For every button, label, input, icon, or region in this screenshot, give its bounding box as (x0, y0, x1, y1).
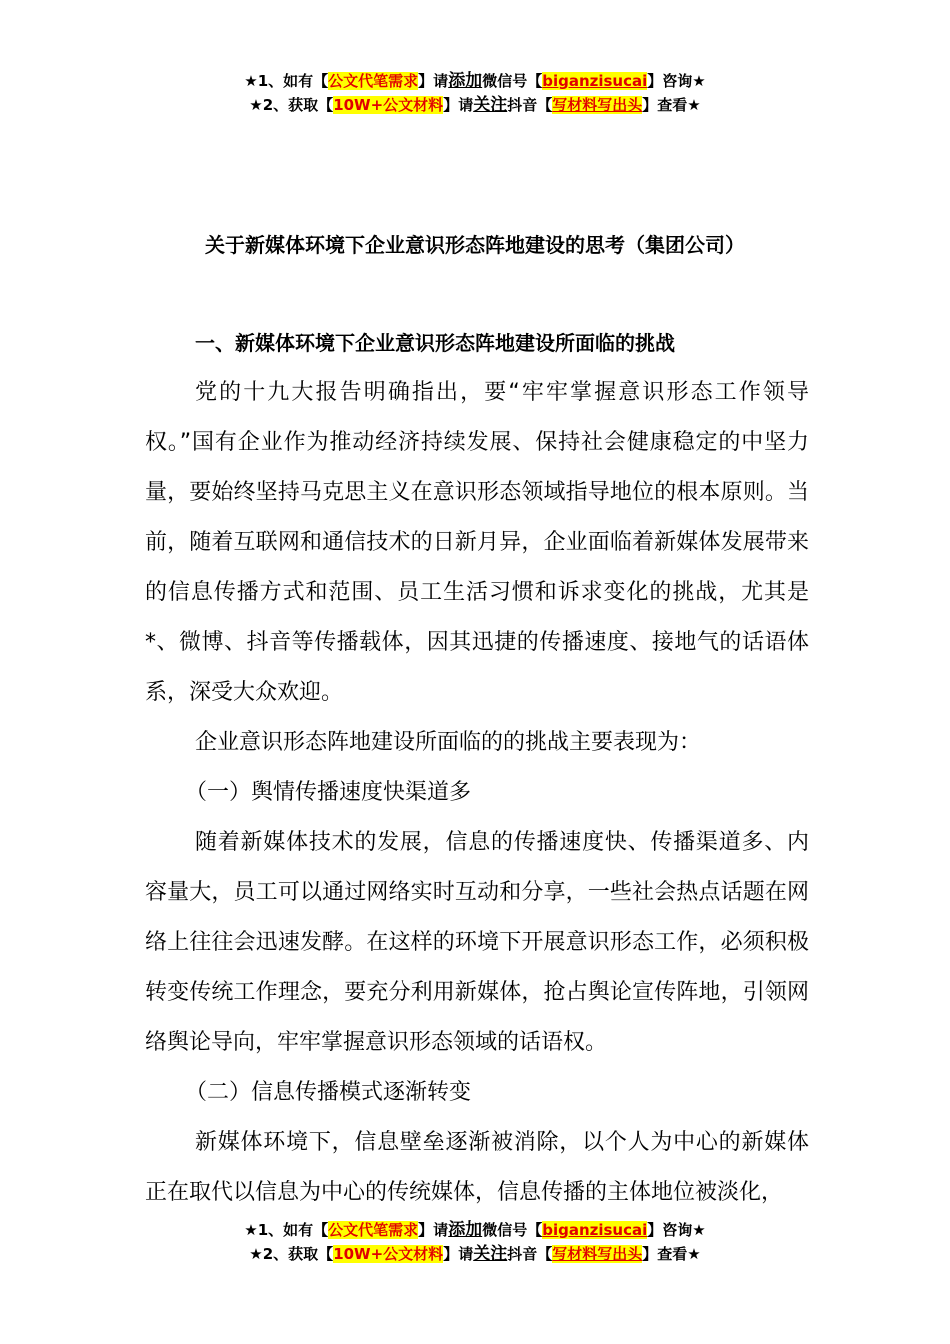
section-heading: 一、新媒体环境下企业意识形态阵地建设所面临的挑战 (195, 331, 675, 355)
promo-line-2: ★2、获取【10W+公文材料】请关注抖音【写材料写出头】查看★ (249, 1244, 701, 1264)
paragraph: 企业意识形态阵地建设所面临的的挑战主要表现为： (195, 730, 702, 755)
promo-banner-bottom (0, 1218, 950, 1266)
subheading: （二）信息传播模式逐渐转变 (185, 1080, 472, 1105)
subheading: （一）舆情传播速度快渠道多 (185, 780, 472, 805)
document-title: 关于新媒体环境下企业意识形态阵地建设的思考（集团公司） (205, 233, 745, 257)
promo-line-1: ★1、如有【公文代笔需求】请添加微信号【biganzisucai】咨询★ (244, 1220, 706, 1240)
promo-line-1: ★1、如有【公文代笔需求】请添加微信号【biganzisucai】咨询★ (244, 71, 706, 91)
promo-line-2: ★2、获取【10W+公文材料】请关注抖音【写材料写出头】查看★ (249, 95, 701, 115)
paragraph: 党的十九大报告明确指出，要“牢牢掌握意识形态工作领导权。”国有企业作为推动经济持续发展、保持社会健康稳定的中坚力量，要始终坚持马克思主义在意识形态领域指导地位的根本原则。当前，随着互联网和通信技术的日新月异，企业面临着新媒体发展带来的信息传播方式和范围、员工生活习惯和诉求变化的挑战，尤其是*、微博、抖音等传播载体，因其迅捷的传播速度、接地气的话语体系，深受大众欢迎。 (145, 380, 809, 705)
paragraph: 随着新媒体技术的发展，信息的传播速度快、传播渠道多、内容量大，员工可以通过网络实时互动和分享，一些社会热点话题在网络上往往会迅速发酵。在这样的环境下开展意识形态工作，必须积极转变传统工作理念，要充分利用新媒体，抢占舆论宣传阵地，引领网络舆论导向，牢牢掌握意识形态领域的话语权。 (145, 830, 809, 1055)
paragraph: 新媒体环境下，信息壁垒逐渐被消除，以个人为中心的新媒体正在取代以信息为中心的传统媒体，信息传播的主体地位被淡化， (145, 1130, 809, 1205)
promo-banner-top (0, 69, 950, 117)
document-body (145, 318, 809, 1218)
